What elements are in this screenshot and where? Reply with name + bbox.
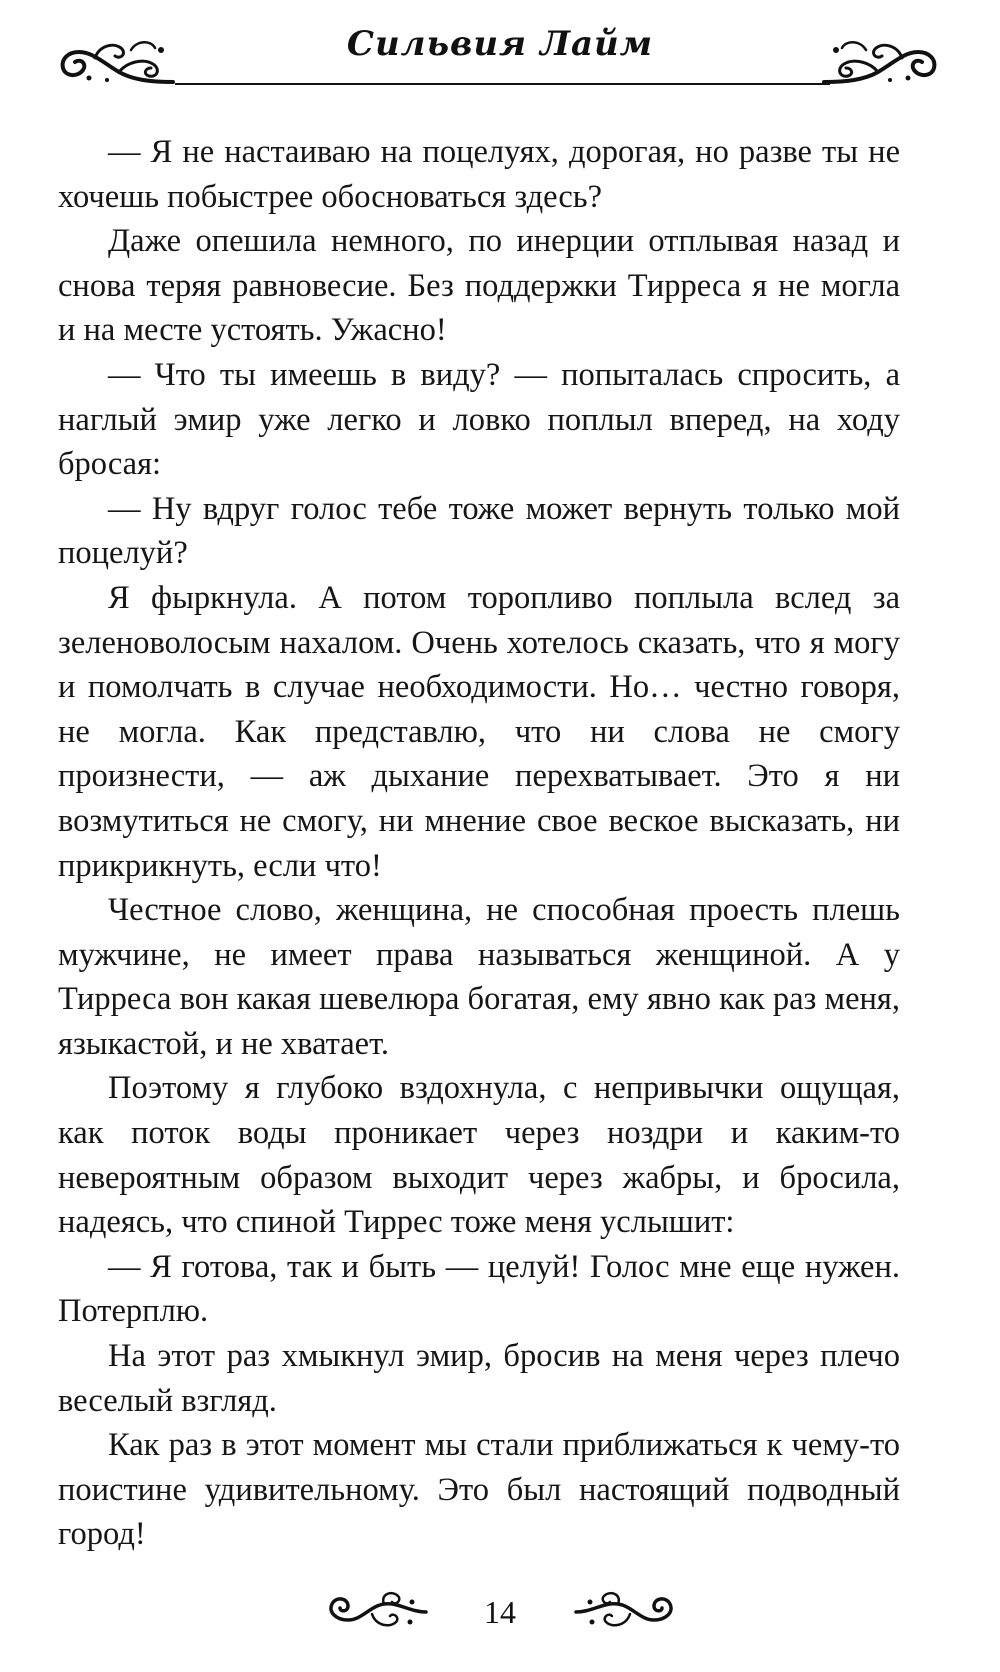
- paragraph: — Ну вдруг голос тебе тоже может вернуть только мой поцелуй?: [58, 490, 900, 572]
- running-title: Сильвия Лайм: [346, 24, 654, 64]
- left-flourish-icon: [55, 38, 177, 88]
- paragraph: — Я не настаиваю на поцелуях, дорогая, но разве ты не хочешь побыстрее обосноваться здесь?: [58, 134, 900, 215]
- header-rule: [175, 83, 830, 85]
- page-body: [58, 130, 900, 1557]
- paragraph: — Я готова, так и быть — целуй! Голос мне еще нужен. Потерплю.: [58, 1248, 900, 1330]
- paragraph: Я фыркнула. А потом торопливо поплыла вслед за зеленоволосым нахалом. Очень хотелось сказать, что я могу и помолчать в случае необходимости. Но… честно говоря, не могла. Как представлю, что ни слова не смогу произнести, — аж дыхание перехватывает. Это я ни возмутиться не смогу, ни мнение свое веское высказать, ни прикрикнуть, если что!: [58, 579, 900, 884]
- paragraph: Даже опешила немного, по инерции отплывая назад и снова теряя равновесие. Без поддержки Тирреса я не могла и на месте устоять. Ужасно!: [58, 223, 900, 349]
- page-header: [0, 0, 1000, 110]
- paragraph: На этот раз хмыкнул эмир, бросив на меня через плечо веселый взгляд.: [58, 1338, 900, 1419]
- footer-right-flourish-icon: [570, 1590, 680, 1634]
- footer-left-flourish-icon: [322, 1590, 432, 1634]
- page-number: 14: [484, 1594, 516, 1630]
- paragraph: Поэтому я глубоко вздохнула, с непривычки ощущая, как поток воды проникает через ноздри и каким-то невероятным образом выходит через жабры, и бросила, надеясь, что спиной Тиррес тоже меня услышит:: [58, 1070, 900, 1241]
- right-flourish-icon: [820, 38, 942, 88]
- paragraph: Как раз в этот момент мы стали приближаться к чему-то поистине удивительному. Это был настоящий подводный город!: [58, 1427, 900, 1553]
- paragraph: — Что ты имеешь в виду? — попыталась спросить, а наглый эмир уже легко и ловко поплыл вперед, на ходу бросая:: [58, 356, 900, 483]
- paragraph: Честное слово, женщина, не способная проесть плешь мужчине, не имеет права называться женщиной. А у Тирреса вон какая шевелюра богатая, ему явно как раз меня, языкастой, и не хватает.: [58, 892, 900, 1062]
